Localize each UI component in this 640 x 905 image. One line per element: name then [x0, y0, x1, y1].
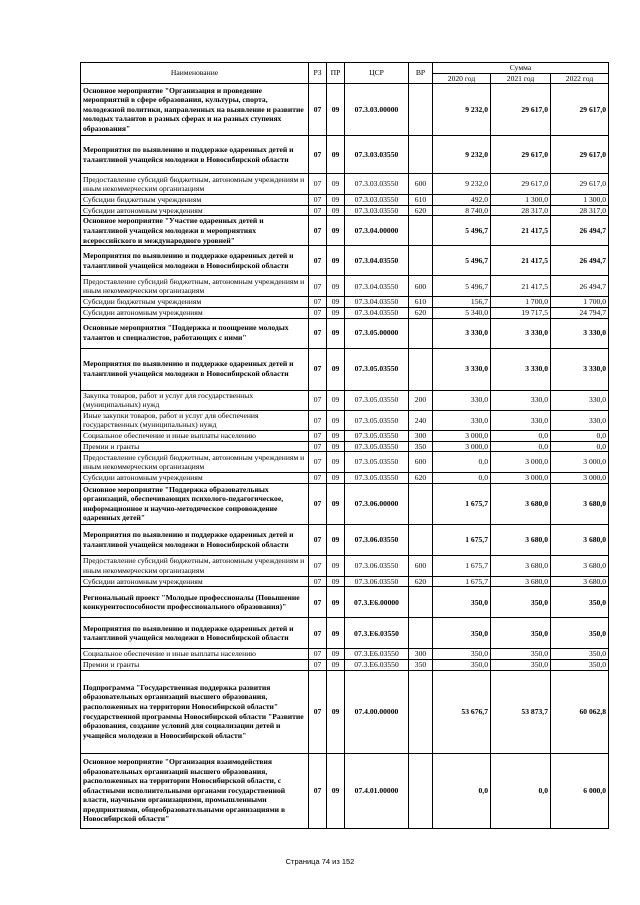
- cell-y1: 9 232,0: [433, 174, 491, 195]
- cell-csr: 07.3.06.03550: [345, 576, 409, 587]
- cell-rz: 07: [309, 473, 327, 484]
- cell-y2: 0,0: [491, 753, 551, 828]
- cell-pr: 09: [327, 297, 345, 308]
- table-row: [81, 136, 609, 174]
- cell-name: Основное мероприятие "Организация взаимодействия образовательных организаций высшего образования, расположенных на территории Новосибирской области, с областными исполнительными органами государственной власти, научными организациями, промышленными предприятиями, общеобразовательными организациями в Новосибирской области": [81, 753, 309, 828]
- header-csr: ЦСР: [345, 63, 409, 84]
- cell-y2: 350,0: [491, 649, 551, 660]
- table-row: [81, 576, 609, 587]
- cell-vr: [409, 348, 433, 390]
- cell-pr: 09: [327, 524, 345, 555]
- cell-csr: 07.3.03.03550: [345, 205, 409, 216]
- cell-pr: 09: [327, 390, 345, 410]
- cell-y3: 26 494,7: [551, 246, 609, 276]
- cell-vr: [409, 318, 433, 348]
- cell-name: Предоставление субсидий бюджетным, автономным учреждениям и иным некоммерческим организациям: [81, 276, 309, 297]
- header-name: Наименование: [81, 63, 309, 84]
- table-row: [81, 246, 609, 276]
- cell-pr: 09: [327, 205, 345, 216]
- cell-vr: 240: [409, 410, 433, 430]
- header-year-2020: 2020 год: [433, 73, 491, 84]
- cell-rz: 07: [309, 136, 327, 174]
- cell-y1: 1 675,7: [433, 555, 491, 576]
- cell-y1: 3 330,0: [433, 348, 491, 390]
- cell-y2: 350,0: [491, 659, 551, 670]
- cell-y3: 0,0: [551, 441, 609, 452]
- cell-csr: 07.3.E6.03550: [345, 649, 409, 660]
- cell-csr: 07.3.03.03550: [345, 195, 409, 206]
- cell-rz: 07: [309, 753, 327, 828]
- cell-y3: 350,0: [551, 618, 609, 649]
- cell-csr: 07.3.04.03550: [345, 297, 409, 308]
- cell-pr: 09: [327, 483, 345, 524]
- cell-pr: 09: [327, 84, 345, 136]
- cell-y3: 330,0: [551, 410, 609, 430]
- cell-y1: 0,0: [433, 473, 491, 484]
- cell-rz: 07: [309, 307, 327, 318]
- cell-name: Основное мероприятие "Поддержка образовательных организаций, обеспечивающих психолого-педагогическое, информационное и научно-методическое сопровождение одаренных детей": [81, 483, 309, 524]
- cell-y1: 1 675,7: [433, 483, 491, 524]
- cell-y3: 29 617,0: [551, 84, 609, 136]
- cell-name: Субсидии бюджетным учреждениям: [81, 297, 309, 308]
- cell-y1: 1 675,7: [433, 576, 491, 587]
- cell-csr: 07.3.05.03550: [345, 430, 409, 441]
- cell-y1: 330,0: [433, 390, 491, 410]
- cell-vr: 350: [409, 659, 433, 670]
- cell-pr: 09: [327, 174, 345, 195]
- cell-csr: 07.3.05.03550: [345, 441, 409, 452]
- cell-rz: 07: [309, 195, 327, 206]
- cell-y2: 330,0: [491, 390, 551, 410]
- cell-y2: 3 330,0: [491, 318, 551, 348]
- cell-vr: 620: [409, 205, 433, 216]
- cell-y3: 350,0: [551, 587, 609, 618]
- header-year-2022: 2022 год: [551, 73, 609, 84]
- cell-rz: 07: [309, 483, 327, 524]
- cell-y1: 350,0: [433, 649, 491, 660]
- cell-csr: 07.4.00.00000: [345, 670, 409, 753]
- cell-pr: 09: [327, 473, 345, 484]
- cell-vr: 620: [409, 307, 433, 318]
- table-row: [81, 670, 609, 753]
- table-row: [81, 307, 609, 318]
- cell-name: Мероприятия по выявлению и поддержке одаренных детей и талантливой учащейся молодежи в Новосибирской области: [81, 136, 309, 174]
- cell-y2: 0,0: [491, 441, 551, 452]
- cell-rz: 07: [309, 246, 327, 276]
- cell-y2: 3 000,0: [491, 452, 551, 473]
- cell-vr: 610: [409, 297, 433, 308]
- cell-y1: 350,0: [433, 659, 491, 670]
- header-vr: ВР: [409, 63, 433, 84]
- cell-y3: 3 330,0: [551, 348, 609, 390]
- cell-y2: 0,0: [491, 430, 551, 441]
- table-row: [81, 318, 609, 348]
- cell-y2: 3 680,0: [491, 555, 551, 576]
- cell-y3: 3 680,0: [551, 576, 609, 587]
- cell-rz: 07: [309, 441, 327, 452]
- cell-y2: 21 417,5: [491, 246, 551, 276]
- cell-csr: 07.3.05.03550: [345, 348, 409, 390]
- cell-csr: 07.3.05.03550: [345, 452, 409, 473]
- table-row: [81, 483, 609, 524]
- cell-vr: 600: [409, 452, 433, 473]
- cell-y2: 21 417,5: [491, 216, 551, 246]
- cell-pr: 09: [327, 430, 345, 441]
- cell-pr: 09: [327, 576, 345, 587]
- cell-name: Социальное обеспечение и иные выплаты населению: [81, 430, 309, 441]
- cell-y2: 21 417,5: [491, 276, 551, 297]
- cell-vr: 620: [409, 576, 433, 587]
- cell-y2: 3 680,0: [491, 524, 551, 555]
- cell-vr: 300: [409, 649, 433, 660]
- cell-y3: 3 330,0: [551, 318, 609, 348]
- cell-pr: 09: [327, 216, 345, 246]
- table-row: [81, 84, 609, 136]
- table-row: [81, 205, 609, 216]
- cell-rz: 07: [309, 659, 327, 670]
- table-row: [81, 618, 609, 649]
- cell-y3: 3 680,0: [551, 555, 609, 576]
- cell-csr: 07.3.E6.03550: [345, 659, 409, 670]
- cell-y3: 28 317,0: [551, 205, 609, 216]
- cell-y3: 24 794,7: [551, 307, 609, 318]
- cell-y3: 26 494,7: [551, 276, 609, 297]
- page-footer: Страница 74 из 152: [285, 857, 355, 866]
- cell-y1: 350,0: [433, 618, 491, 649]
- cell-pr: 09: [327, 670, 345, 753]
- cell-y1: 5 340,0: [433, 307, 491, 318]
- cell-y1: 5 496,7: [433, 216, 491, 246]
- cell-name: Иные закупки товаров, работ и услуг для обеспечения государственных (муниципальных) нужд: [81, 410, 309, 430]
- cell-y1: 9 232,0: [433, 84, 491, 136]
- cell-csr: 07.3.03.03550: [345, 136, 409, 174]
- cell-vr: [409, 618, 433, 649]
- cell-y1: 3 330,0: [433, 318, 491, 348]
- cell-y1: 350,0: [433, 587, 491, 618]
- cell-y2: 3 680,0: [491, 576, 551, 587]
- cell-y2: 29 617,0: [491, 84, 551, 136]
- cell-vr: 600: [409, 174, 433, 195]
- cell-name: Подпрограмма "Государственная поддержка развития образовательных организаций высшего образования, расположенных на территории Новосибирской области" государственной программы Новосибирской области "Развитие образования, создание условий для социализации детей и учащейся молодежи в Новосибирской области": [81, 670, 309, 753]
- cell-pr: 09: [327, 587, 345, 618]
- cell-vr: 600: [409, 555, 433, 576]
- cell-y3: 26 494,7: [551, 216, 609, 246]
- cell-y1: 0,0: [433, 753, 491, 828]
- cell-rz: 07: [309, 174, 327, 195]
- table-row: [81, 174, 609, 195]
- cell-name: Премии и гранты: [81, 659, 309, 670]
- cell-csr: 07.3.E6.03550: [345, 618, 409, 649]
- table-row: [81, 276, 609, 297]
- cell-rz: 07: [309, 205, 327, 216]
- cell-name: Субсидии автономным учреждениям: [81, 307, 309, 318]
- cell-y3: 1 300,0: [551, 195, 609, 206]
- cell-csr: 07.3.05.03550: [345, 390, 409, 410]
- cell-y1: 5 496,7: [433, 246, 491, 276]
- cell-csr: 07.3.04.03550: [345, 246, 409, 276]
- cell-rz: 07: [309, 318, 327, 348]
- cell-y2: 1 300,0: [491, 195, 551, 206]
- table-row: [81, 441, 609, 452]
- cell-pr: 09: [327, 318, 345, 348]
- table-row: [81, 587, 609, 618]
- cell-y1: 9 232,0: [433, 136, 491, 174]
- cell-name: Премии и гранты: [81, 441, 309, 452]
- table-row: [81, 348, 609, 390]
- cell-pr: 09: [327, 348, 345, 390]
- cell-csr: 07.3.03.03550: [345, 174, 409, 195]
- cell-y3: 350,0: [551, 659, 609, 670]
- cell-vr: [409, 753, 433, 828]
- cell-csr: 07.3.05.00000: [345, 318, 409, 348]
- cell-name: Закупка товаров, работ и услуг для государственных (муниципальных) нужд: [81, 390, 309, 410]
- cell-name: Мероприятия по выявлению и поддержке одаренных детей и талантливой учащейся молодежи в Новосибирской области: [81, 348, 309, 390]
- cell-name: Субсидии автономным учреждениям: [81, 576, 309, 587]
- header-rz: РЗ: [309, 63, 327, 84]
- cell-y1: 53 676,7: [433, 670, 491, 753]
- cell-y3: 60 062,8: [551, 670, 609, 753]
- cell-pr: 09: [327, 618, 345, 649]
- cell-y2: 53 873,7: [491, 670, 551, 753]
- cell-y2: 350,0: [491, 618, 551, 649]
- cell-name: Субсидии бюджетным учреждениям: [81, 195, 309, 206]
- cell-vr: 300: [409, 430, 433, 441]
- cell-pr: 09: [327, 555, 345, 576]
- table-row: [81, 195, 609, 206]
- budget-table-page: [80, 62, 608, 829]
- cell-y2: 3 680,0: [491, 483, 551, 524]
- budget-table: [80, 62, 609, 829]
- cell-pr: 09: [327, 452, 345, 473]
- cell-y1: 1 675,7: [433, 524, 491, 555]
- cell-name: Основные мероприятия "Поддержка и поощрение молодых талантов и специалистов, работающих с ними": [81, 318, 309, 348]
- cell-y1: 5 496,7: [433, 276, 491, 297]
- cell-rz: 07: [309, 452, 327, 473]
- cell-rz: 07: [309, 587, 327, 618]
- cell-vr: 620: [409, 473, 433, 484]
- cell-csr: 07.3.03.00000: [345, 84, 409, 136]
- cell-rz: 07: [309, 410, 327, 430]
- cell-vr: [409, 84, 433, 136]
- cell-name: Мероприятия по выявлению и поддержке одаренных детей и талантливой учащейся молодежи в Новосибирской области: [81, 524, 309, 555]
- table-row: [81, 390, 609, 410]
- cell-name: Предоставление субсидий бюджетным, автономным учреждениям и иным некоммерческим организациям: [81, 174, 309, 195]
- cell-pr: 09: [327, 307, 345, 318]
- cell-vr: 200: [409, 390, 433, 410]
- cell-rz: 07: [309, 524, 327, 555]
- cell-csr: 07.3.E6.00000: [345, 587, 409, 618]
- cell-name: Субсидии автономным учреждениям: [81, 473, 309, 484]
- cell-y3: 29 617,0: [551, 174, 609, 195]
- table-row: [81, 753, 609, 828]
- cell-csr: 07.3.04.03550: [345, 276, 409, 297]
- cell-y1: 156,7: [433, 297, 491, 308]
- cell-pr: 09: [327, 276, 345, 297]
- cell-y1: 3 000,0: [433, 441, 491, 452]
- cell-name: Основное мероприятие "Участие одаренных детей и талантливой учащейся молодежи в мероприятиях всероссийского и международного уровней": [81, 216, 309, 246]
- table-row: [81, 649, 609, 660]
- cell-y3: 3 680,0: [551, 524, 609, 555]
- cell-name: Предоставление субсидий бюджетным, автономным учреждениям и иным некоммерческим организациям: [81, 452, 309, 473]
- cell-rz: 07: [309, 430, 327, 441]
- cell-vr: [409, 587, 433, 618]
- cell-pr: 09: [327, 410, 345, 430]
- cell-y2: 330,0: [491, 410, 551, 430]
- budget-table-body: [81, 84, 609, 828]
- header-sum: Сумма: [433, 63, 609, 74]
- cell-csr: 07.3.05.03550: [345, 410, 409, 430]
- cell-y1: 330,0: [433, 410, 491, 430]
- cell-name: Региональный проект "Молодые профессионалы (Повышение конкурентоспособности профессионального образования)": [81, 587, 309, 618]
- cell-y2: 1 700,0: [491, 297, 551, 308]
- cell-rz: 07: [309, 618, 327, 649]
- cell-y1: 3 000,0: [433, 430, 491, 441]
- table-row: [81, 297, 609, 308]
- cell-y2: 29 617,0: [491, 136, 551, 174]
- cell-csr: 07.3.06.03550: [345, 524, 409, 555]
- cell-y2: 28 317,0: [491, 205, 551, 216]
- cell-y3: 1 700,0: [551, 297, 609, 308]
- table-row: [81, 524, 609, 555]
- cell-csr: 07.3.04.00000: [345, 216, 409, 246]
- cell-rz: 07: [309, 649, 327, 660]
- cell-name: Мероприятия по выявлению и поддержке одаренных детей и талантливой учащейся молодежи в Новосибирской области: [81, 618, 309, 649]
- cell-vr: [409, 483, 433, 524]
- cell-rz: 07: [309, 216, 327, 246]
- cell-y1: 492,0: [433, 195, 491, 206]
- cell-pr: 09: [327, 659, 345, 670]
- table-row: [81, 659, 609, 670]
- cell-y3: 6 000,0: [551, 753, 609, 828]
- cell-name: Социальное обеспечение и иные выплаты населению: [81, 649, 309, 660]
- table-row: [81, 473, 609, 484]
- cell-csr: 07.3.06.03550: [345, 555, 409, 576]
- cell-y1: 0,0: [433, 452, 491, 473]
- cell-name: Основное мероприятие "Организация и проведение мероприятий в сфере образования, культуры, спорта, молодежной политики, направленных на выявление и развитие молодых талантов в разных сферах и на разных ступенях образования": [81, 84, 309, 136]
- cell-y2: 3 000,0: [491, 473, 551, 484]
- cell-csr: 07.3.04.03550: [345, 307, 409, 318]
- cell-rz: 07: [309, 276, 327, 297]
- cell-y3: 3 000,0: [551, 452, 609, 473]
- cell-pr: 09: [327, 136, 345, 174]
- cell-y2: 350,0: [491, 587, 551, 618]
- table-row: [81, 216, 609, 246]
- cell-y2: 29 617,0: [491, 174, 551, 195]
- cell-rz: 07: [309, 297, 327, 308]
- cell-rz: 07: [309, 555, 327, 576]
- cell-vr: [409, 524, 433, 555]
- cell-pr: 09: [327, 195, 345, 206]
- cell-name: Предоставление субсидий бюджетным, автономным учреждениям и иным некоммерческим организациям: [81, 555, 309, 576]
- cell-rz: 07: [309, 348, 327, 390]
- cell-rz: 07: [309, 84, 327, 136]
- header-year-2021: 2021 год: [491, 73, 551, 84]
- cell-y3: 29 617,0: [551, 136, 609, 174]
- cell-vr: 350: [409, 441, 433, 452]
- cell-y3: 350,0: [551, 649, 609, 660]
- cell-y3: 330,0: [551, 390, 609, 410]
- cell-csr: 07.3.06.00000: [345, 483, 409, 524]
- cell-y2: 19 717,5: [491, 307, 551, 318]
- header-pr: ПР: [327, 63, 345, 84]
- cell-rz: 07: [309, 576, 327, 587]
- table-row: [81, 430, 609, 441]
- cell-vr: 610: [409, 195, 433, 206]
- cell-y3: 3 680,0: [551, 483, 609, 524]
- cell-vr: [409, 136, 433, 174]
- cell-name: Мероприятия по выявлению и поддержке одаренных детей и талантливой учащейся молодежи в Новосибирской области: [81, 246, 309, 276]
- cell-y2: 3 330,0: [491, 348, 551, 390]
- cell-pr: 09: [327, 441, 345, 452]
- cell-csr: 07.3.05.03550: [345, 473, 409, 484]
- table-row: [81, 555, 609, 576]
- cell-y3: 0,0: [551, 430, 609, 441]
- cell-vr: [409, 216, 433, 246]
- cell-pr: 09: [327, 246, 345, 276]
- cell-pr: 09: [327, 753, 345, 828]
- table-row: [81, 452, 609, 473]
- cell-rz: 07: [309, 390, 327, 410]
- table-row: [81, 410, 609, 430]
- cell-vr: [409, 246, 433, 276]
- cell-rz: 07: [309, 670, 327, 753]
- cell-pr: 09: [327, 649, 345, 660]
- cell-vr: 600: [409, 276, 433, 297]
- cell-y3: 3 000,0: [551, 473, 609, 484]
- cell-y1: 8 740,0: [433, 205, 491, 216]
- cell-vr: [409, 670, 433, 753]
- cell-csr: 07.4.01.00000: [345, 753, 409, 828]
- cell-name: Субсидии автономным учреждениям: [81, 205, 309, 216]
